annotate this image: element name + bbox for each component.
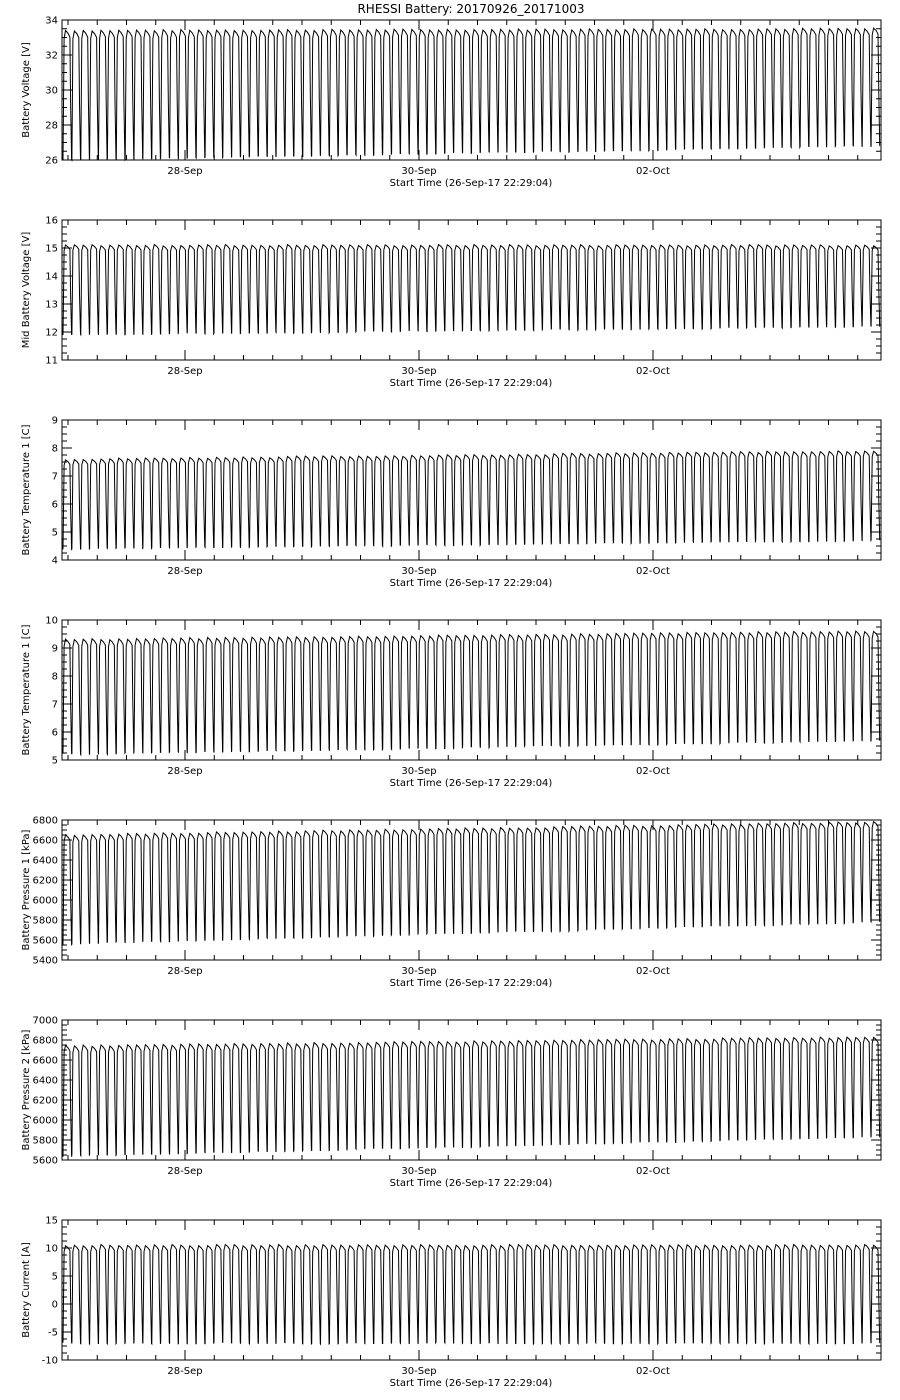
x-tick-label: 30-Sep xyxy=(401,566,437,577)
y-tick-label: 12 xyxy=(45,327,58,339)
x-tick-label: 28-Sep xyxy=(167,766,203,777)
y-tick-label: -5 xyxy=(48,1327,58,1339)
panel-3 xyxy=(21,416,881,590)
x-tick-label: 28-Sep xyxy=(167,966,203,977)
y-tick-label: 5800 xyxy=(32,1135,58,1147)
x-tick-label: 30-Sep xyxy=(401,766,437,777)
y-tick-label: -10 xyxy=(41,1355,58,1367)
x-axis-title: Start Time (26-Sep-17 22:29:04) xyxy=(389,978,553,989)
y-tick-label: 16 xyxy=(45,215,58,227)
x-tick-label: 02-Oct xyxy=(636,766,670,777)
x-tick-label: 28-Sep xyxy=(167,1166,203,1177)
y-tick-label: 5 xyxy=(51,527,58,539)
x-axis-title: Start Time (26-Sep-17 22:29:04) xyxy=(389,378,553,389)
y-tick-label: 13 xyxy=(45,299,58,311)
x-tick-label: 02-Oct xyxy=(636,966,670,977)
y-tick-label: 6200 xyxy=(32,1095,58,1107)
x-axis-title: Start Time (26-Sep-17 22:29:04) xyxy=(389,778,553,789)
y-tick-label: 6000 xyxy=(32,1115,58,1127)
x-tick-label: 28-Sep xyxy=(167,366,203,377)
x-tick-label: 02-Oct xyxy=(636,566,670,577)
y-tick-label: 6000 xyxy=(32,895,58,907)
x-tick-label: 28-Sep xyxy=(167,1366,203,1377)
y-axis-title: Battery Temperature 1 [C] xyxy=(21,624,32,756)
x-tick-label: 30-Sep xyxy=(401,1366,437,1377)
y-tick-label: 10 xyxy=(45,1243,58,1255)
x-tick-label: 30-Sep xyxy=(401,1166,437,1177)
y-tick-label: 7 xyxy=(51,471,58,483)
panel-5 xyxy=(21,816,881,990)
y-tick-label: 11 xyxy=(45,355,58,367)
series-line xyxy=(63,28,880,160)
x-tick-label: 30-Sep xyxy=(401,166,437,177)
y-tick-label: 4 xyxy=(51,555,58,567)
x-tick-label: 30-Sep xyxy=(401,366,437,377)
x-axis-title: Start Time (26-Sep-17 22:29:04) xyxy=(389,178,553,189)
y-axis-title: Battery Pressure 2 [kPa] xyxy=(21,1029,32,1151)
y-tick-label: 32 xyxy=(45,50,58,62)
panel-6 xyxy=(21,1016,881,1190)
panel-1 xyxy=(21,16,881,190)
y-tick-label: 5600 xyxy=(32,1155,58,1167)
y-axis-title: Battery Temperature 1 [C] xyxy=(21,424,32,556)
y-tick-label: 9 xyxy=(51,415,58,427)
y-tick-label: 5400 xyxy=(32,955,58,967)
series-line xyxy=(63,1037,880,1157)
x-axis-title: Start Time (26-Sep-17 22:29:04) xyxy=(389,1378,553,1389)
x-tick-label: 30-Sep xyxy=(401,966,437,977)
y-tick-label: 28 xyxy=(45,120,58,132)
x-tick-label: 02-Oct xyxy=(636,366,670,377)
y-tick-label: 15 xyxy=(45,243,58,255)
y-tick-label: 6200 xyxy=(32,875,58,887)
series-line xyxy=(63,631,880,755)
panel-4 xyxy=(21,616,881,790)
y-axis-title: Battery Pressure 1 [kPa] xyxy=(21,829,32,951)
y-tick-label: 7000 xyxy=(32,1015,58,1027)
y-tick-label: 5 xyxy=(51,755,58,767)
y-tick-label: 6600 xyxy=(32,1055,58,1067)
y-tick-label: 8 xyxy=(51,671,58,683)
panels xyxy=(21,16,881,1390)
series-line xyxy=(63,451,880,550)
y-tick-label: 26 xyxy=(45,155,58,167)
y-tick-label: 6400 xyxy=(32,855,58,867)
x-axis-title: Start Time (26-Sep-17 22:29:04) xyxy=(389,1178,553,1189)
panel-7 xyxy=(21,1216,881,1390)
y-tick-label: 6600 xyxy=(32,835,58,847)
x-tick-label: 28-Sep xyxy=(167,166,203,177)
y-tick-label: 5800 xyxy=(32,915,58,927)
y-tick-label: 8 xyxy=(51,443,58,455)
y-tick-label: 7 xyxy=(51,699,58,711)
x-tick-label: 02-Oct xyxy=(636,1166,670,1177)
y-tick-label: 6400 xyxy=(32,1075,58,1087)
x-tick-label: 02-Oct xyxy=(636,166,670,177)
y-tick-label: 34 xyxy=(45,15,58,27)
y-tick-label: 15 xyxy=(45,1215,58,1227)
y-axis-title: Battery Voltage [V] xyxy=(21,42,32,138)
y-axis-title: Mid Battery Voltage [V] xyxy=(21,231,32,349)
y-tick-label: 14 xyxy=(45,271,58,283)
plot-frame xyxy=(62,220,881,360)
x-tick-label: 02-Oct xyxy=(636,1366,670,1377)
y-tick-label: 9 xyxy=(51,643,58,655)
y-tick-label: 10 xyxy=(45,615,58,627)
y-tick-label: 5 xyxy=(51,1271,58,1283)
series-line xyxy=(63,822,880,945)
y-tick-label: 30 xyxy=(45,85,58,97)
y-tick-label: 5600 xyxy=(32,935,58,947)
panel-2 xyxy=(21,216,881,390)
series-line xyxy=(63,245,880,335)
y-axis-title: Battery Current [A] xyxy=(21,1242,32,1338)
y-tick-label: 6 xyxy=(51,499,58,511)
figure-title: RHESSI Battery: 20170926_20171003 xyxy=(357,2,585,16)
x-axis-title: Start Time (26-Sep-17 22:29:04) xyxy=(389,578,553,589)
y-tick-label: 6800 xyxy=(32,1035,58,1047)
y-tick-label: 0 xyxy=(51,1299,58,1311)
y-tick-label: 6 xyxy=(51,727,58,739)
series-line xyxy=(63,1245,880,1345)
x-tick-label: 28-Sep xyxy=(167,566,203,577)
y-tick-label: 6800 xyxy=(32,815,58,827)
